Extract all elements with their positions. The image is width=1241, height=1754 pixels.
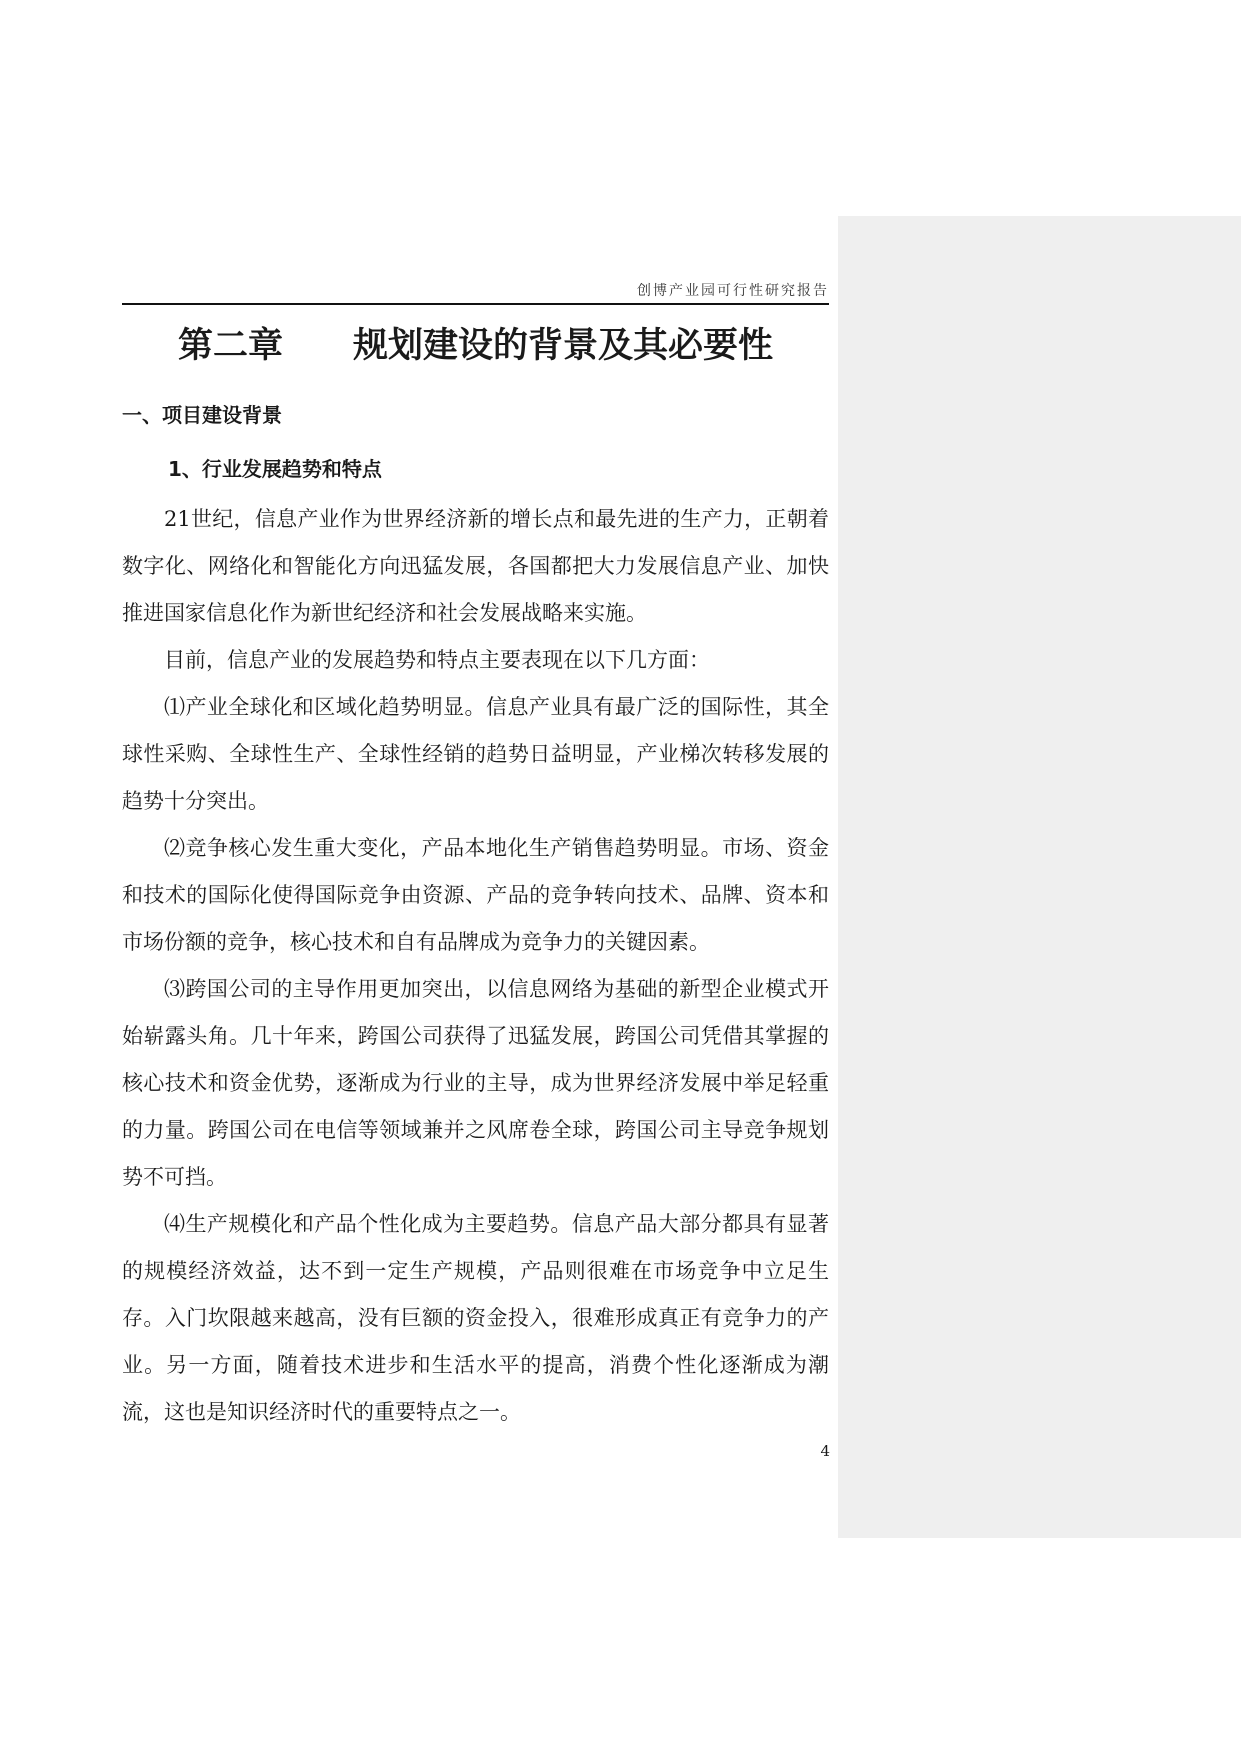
section-heading: 一、项目建设背景: [122, 403, 282, 427]
running-header: 创博产业园可行性研究报告: [637, 283, 829, 299]
chapter-title: 第二章 规划建设的背景及其必要性: [177, 326, 773, 366]
page-number: 4: [820, 1442, 830, 1460]
paragraph-intro: 21世纪，信息产业作为世界经济新的增长点和最先进的生产力，正朝着数字化、网络化和智能化方向迅猛发展，各国都把大力发展信息产业、加快推进国家信息化作为新世纪经济和社会发展战略来实施。: [122, 507, 829, 625]
paragraph-point-4: ⑷生产规模化和产品个性化成为主要趋势。信息产品大部分都具有显著的规模经济效益，达不到一定生产规模，产品则很难在市场竞争中立足生存。入门坎限越来越高，没有巨额的资金投入，很难形成真正有竞争力的产业。另一方面，随着技术进步和生活水平的提高，消费个性化逐渐成为潮流，这也是知识经济时代的重要特点之一。: [122, 1212, 829, 1424]
header-rule: [122, 303, 829, 305]
subsection-heading: 1、行业发展趋势和特点: [168, 457, 382, 481]
paragraph-point-2: ⑵竞争核心发生重大变化，产品本地化生产销售趋势明显。市场、资金和技术的国际化使得国际竞争由资源、产品的竞争转向技术、品牌、资本和市场份额的竞争，核心技术和自有品牌成为竞争力的关键因素。: [122, 836, 829, 954]
paragraph-point-1: ⑴产业全球化和区域化趋势明显。信息产业具有最广泛的国际性，其全球性采购、全球性生产、全球性经销的趋势日益明显，产业梯次转移发展的趋势十分突出。: [122, 695, 829, 813]
paragraph-point-3: ⑶跨国公司的主导作用更加突出，以信息网络为基础的新型企业模式开始崭露头角。几十年来，跨国公司获得了迅猛发展，跨国公司凭借其掌握的核心技术和资金优势，逐渐成为行业的主导，成为世界经济发展中举足轻重的力量。跨国公司在电信等领域兼并之风席卷全球，跨国公司主导竞争规划势不可挡。: [122, 977, 829, 1189]
body-text: [122, 496, 829, 1436]
paragraph-overview: 目前，信息产业的发展趋势和特点主要表现在以下几方面：: [164, 648, 710, 672]
comment-margin-pane: [838, 216, 1241, 1538]
